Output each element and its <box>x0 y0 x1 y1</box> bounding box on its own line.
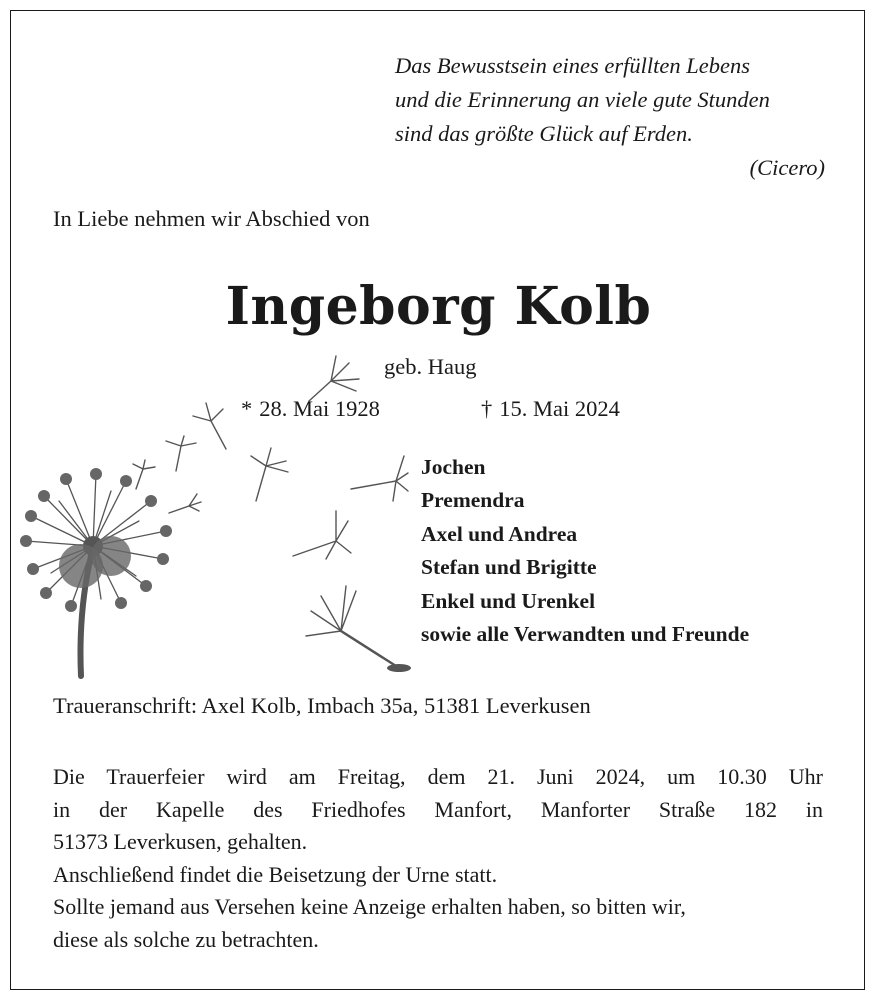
mourner: Stefan und Brigitte <box>421 555 597 580</box>
cross-icon: † <box>481 396 493 421</box>
mourners-list <box>421 451 749 651</box>
dandelion-illustration <box>11 341 441 681</box>
deceased-name: Ingeborg Kolb <box>225 276 652 337</box>
service-line: Sollte jemand aus Versehen keine Anzeige erhalten haben, so bitten wir, <box>53 894 686 919</box>
service-line: Anschließend findet die Beisetzung der Urne statt. <box>53 861 498 887</box>
mourner: sowie alle Verwandten und Freunde <box>421 622 750 647</box>
service-line: 51373 Leverkusen, gehalten. <box>53 829 308 854</box>
quote-line-3: sind das größte Glück auf Erden. <box>395 121 693 146</box>
star-icon: * <box>241 396 253 421</box>
mourning-address: Traueranschrift: Axel Kolb, Imbach 35a, 51381 Leverkusen <box>53 693 591 718</box>
birth-date <box>241 396 380 422</box>
quote-author: (Cicero) <box>749 155 825 180</box>
mourner: Jochen <box>421 455 486 479</box>
intro-text: In Liebe nehmen wir Abschied von <box>53 206 370 231</box>
service-line: Die Trauerfeier wird am Freitag, dem 21. Juni 2024, um 10.30 Uhr <box>53 764 823 789</box>
cicero-quote <box>395 49 825 185</box>
mourner: Premendra <box>421 488 525 513</box>
quote-line-1: Das Bewusstsein eines erfüllten Lebens <box>395 53 750 78</box>
service-line: diese als solche zu betrachten. <box>53 926 319 952</box>
funeral-service-info <box>53 761 823 956</box>
death-date-value: 15. Mai 2024 <box>499 396 620 421</box>
birth-name: geb. Haug <box>384 354 477 379</box>
obituary-notice <box>10 10 865 990</box>
death-date <box>481 396 620 422</box>
service-line: in der Kapelle des Friedhofes Manfort, Manforter Straße 182 in <box>53 796 823 822</box>
birth-date-value: 28. Mai 1928 <box>259 396 380 421</box>
quote-line-2: und die Erinnerung an viele gute Stunden <box>395 87 770 112</box>
mourner: Axel und Andrea <box>421 521 578 546</box>
mourner: Enkel und Urenkel <box>421 588 596 613</box>
